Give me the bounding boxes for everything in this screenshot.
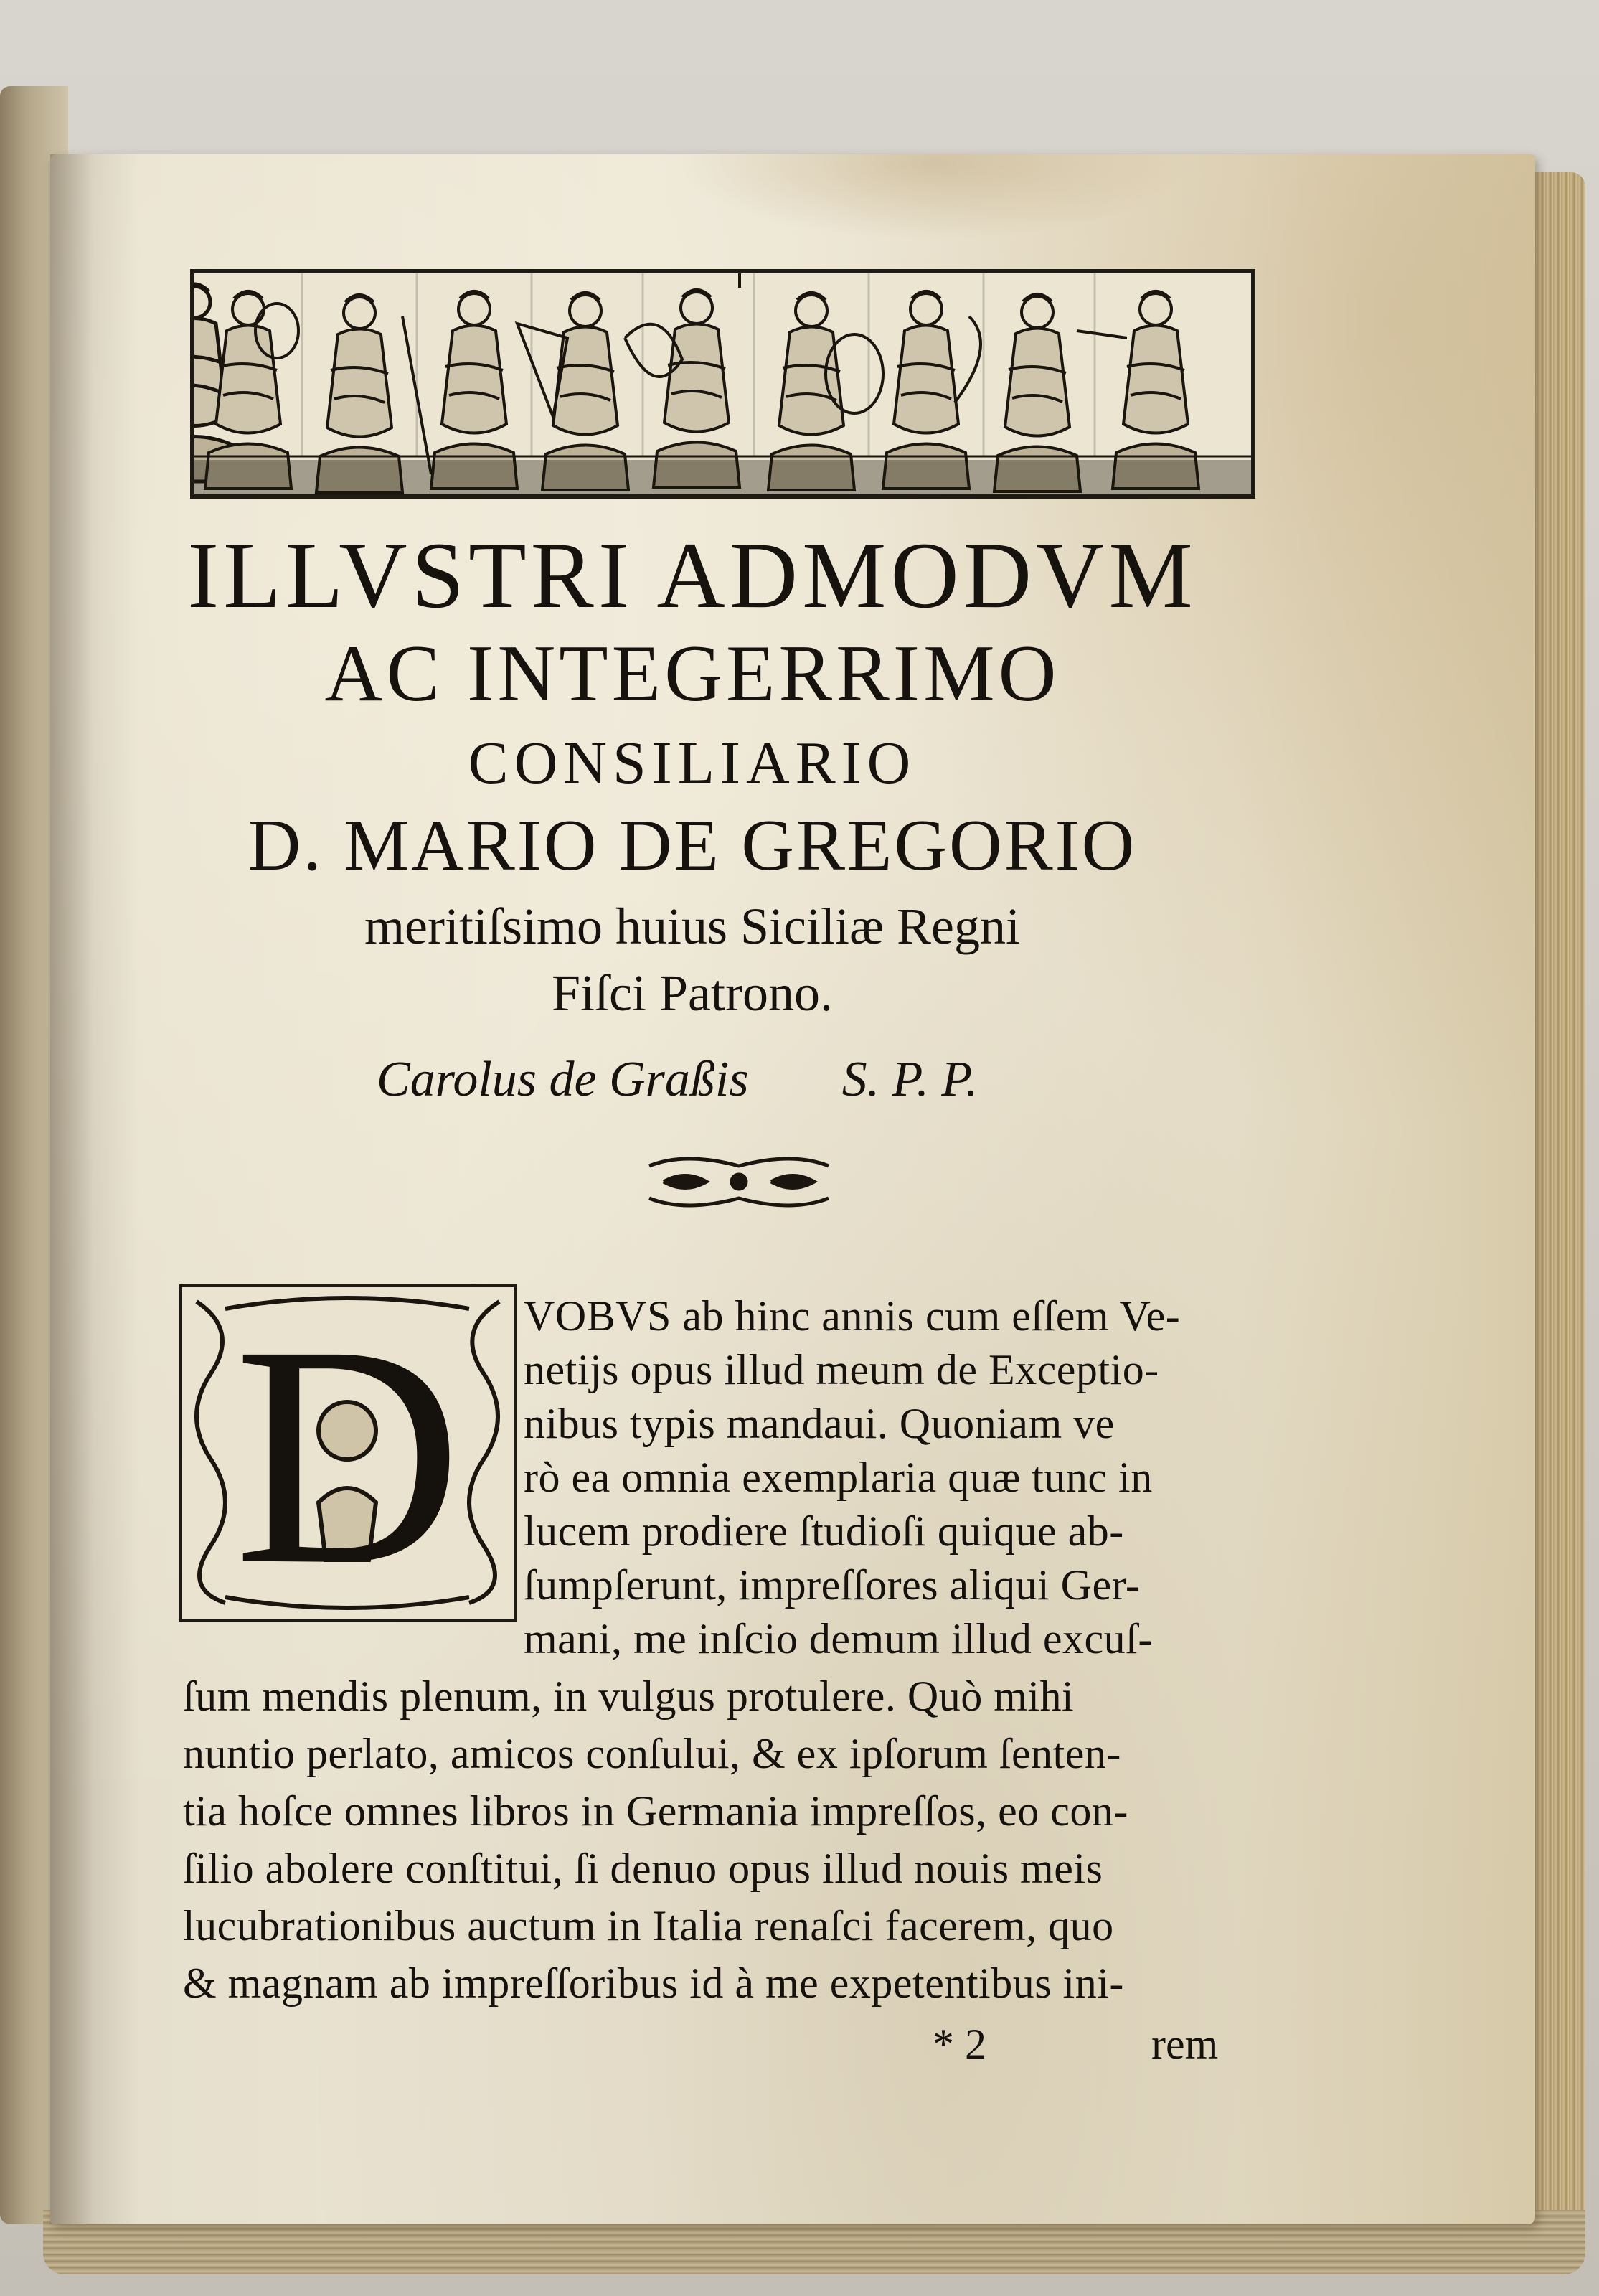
- author-name: Carolus de Graßis: [377, 1052, 749, 1107]
- heading-line-6: Fiſci Patrono.: [552, 964, 833, 1022]
- heading-line-1: ILLVSTRI ADMODVM: [187, 522, 1197, 628]
- book-page: [50, 154, 1535, 2224]
- body-line-6: ſumpſerunt, impreſſores aliqui Ger-: [524, 1561, 1141, 1609]
- body-line-1: VOBVS ab hinc annis cum eſſem Ve-: [524, 1292, 1181, 1340]
- body-line-7: mani, me inſcio demum illud excuſ-: [524, 1615, 1153, 1662]
- catchword: rem: [1151, 2020, 1219, 2068]
- heading-line-4: D. MARIO DE GREGORIO: [247, 805, 1137, 886]
- salutation: [377, 1051, 978, 1109]
- gutter-shadow: [50, 154, 93, 2224]
- body-line-5: lucem prodiere ſtudioſi quique ab-: [524, 1507, 1124, 1555]
- water-stain: [674, 154, 1191, 240]
- decorated-initial: [179, 1281, 517, 1630]
- body-line-11: ſilio abolere conſtitui, ſi denuo opus illud nouis meis: [183, 1845, 1103, 1892]
- heading-line-5: meritiſsimo huius Siciliæ Regni: [364, 898, 1021, 955]
- musicians-frieze-illustration: [194, 273, 1251, 494]
- signature-mark: * 2: [933, 2020, 986, 2068]
- body-line-12: lucubrationibus auctum in Italia renaſci facerem, quo: [183, 1902, 1114, 1949]
- woodcut-headpiece: [190, 269, 1255, 499]
- body-line-13: & magnam ab impreſſoribus id à me expetentibus ini-: [183, 1959, 1124, 2007]
- body-line-9: nuntio perlato, amicos conſului, & ex ipſorum ſenten-: [183, 1730, 1121, 1777]
- salutation-formula: S. P. P.: [841, 1052, 978, 1107]
- initial-letter: D: [234, 1281, 462, 1630]
- body-line-4: rò ea omnia exemplaria quæ tunc in: [524, 1454, 1153, 1501]
- body-line-10: tia hoſce omnes libros in Germania impreſſos, eo con-: [183, 1787, 1128, 1835]
- heading-line-3: CONSILIARIO: [468, 730, 917, 796]
- body-line-8: ſum mendis plenum, in vulgus protulere. Quò mihi: [183, 1672, 1075, 1720]
- body-line-2: netijs opus illud meum de Exceptio-: [524, 1346, 1159, 1393]
- heading-line-2: AC INTEGERRIMO: [324, 629, 1060, 718]
- fleuron-ornament: [635, 1148, 843, 1216]
- body-line-3: nibus typis mandaui. Quoniam ve: [524, 1400, 1115, 1447]
